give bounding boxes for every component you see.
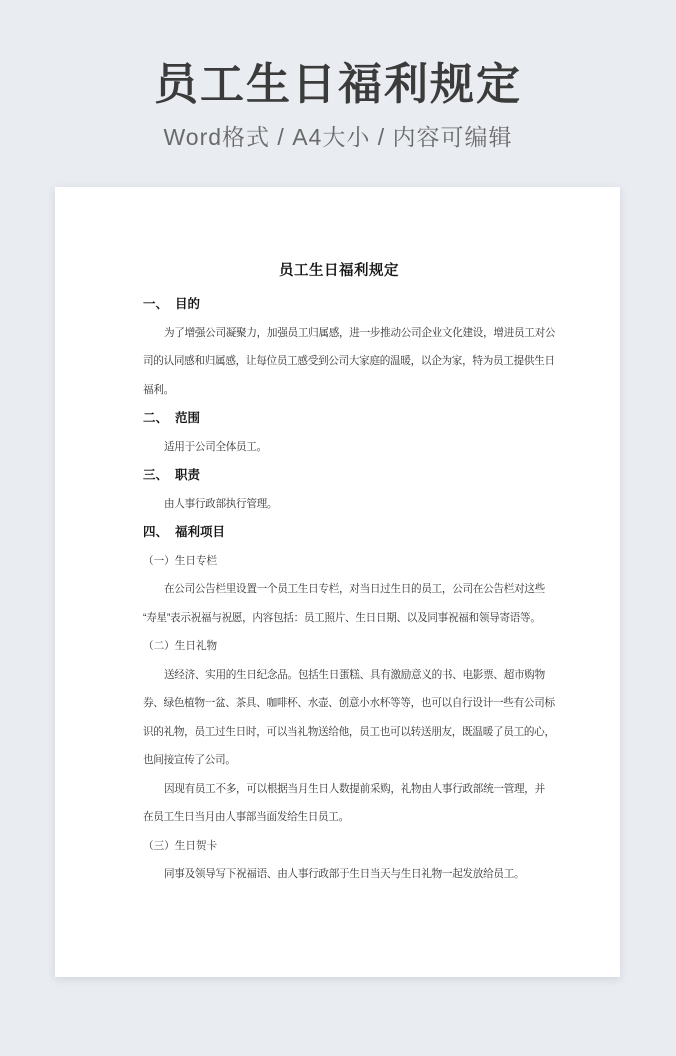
section-heading-benefits [143, 518, 535, 547]
doc-text-line: 在公司公告栏里设置一个员工生日专栏，对当日过生日的员工，公司在公告栏对这些 [164, 583, 545, 595]
document-page-preview [55, 187, 620, 977]
banner-subtitle: Word格式 / A4大小 / 内容可编辑 [163, 123, 513, 150]
doc-text-line: 识的礼物，员工过生日时，可以当礼物送给他，员工也可以转送朋友，既温暖了员工的心， [143, 725, 555, 738]
doc-text-line: 适用于公司全体员工。 [164, 440, 267, 453]
subsection-heading-birthday-gift: （二）生日礼物 [143, 640, 218, 652]
section-label: 范围 [175, 411, 201, 425]
section-number: 一、 [143, 297, 169, 311]
doc-text-line: 券、绿色植物一盆、茶具、咖啡杯、水壶、创意小水杯等等，也可以自行设计一些有公司标 [143, 697, 555, 709]
doc-text-line: 司的认同感和归属感，让每位员工感受到公司大家庭的温暖，以企为家，特为员工提供生日 [143, 355, 555, 367]
doc-text-line: 也间接宣传了公司。 [143, 754, 236, 766]
promo-banner [0, 0, 676, 187]
section-heading-purpose [143, 290, 535, 319]
doc-text-line: 为了增强公司凝聚力，加强员工归属感，进一步推动公司企业文化建设，增进员工对公 [164, 326, 556, 339]
doc-text-line: 福利。 [143, 383, 174, 396]
doc-text-line: 在员工生日当月由人事部当面发给生日员工。 [143, 811, 349, 823]
section-heading-scope [143, 404, 535, 433]
subsection-heading-birthday-column: （一）生日专栏 [143, 554, 218, 567]
banner-title: 员工生日福利规定 [154, 60, 522, 109]
doc-text-line: 由人事行政部执行管理。 [164, 497, 278, 510]
document-title: 员工生日福利规定 [279, 263, 399, 279]
subsection-heading-birthday-card: （三）生日贺卡 [143, 839, 218, 852]
doc-text-line: 同事及领导写下祝福语、由人事行政部于生日当天与生日礼物一起发放给员工。 [164, 868, 525, 880]
section-label: 目的 [175, 297, 201, 311]
section-label: 职责 [175, 468, 201, 482]
section-number: 四、 [143, 525, 169, 539]
doc-text-line: “寿星”表示祝福与祝愿，内容包括：员工照片、生日日期、以及同事祝福和领导寄语等。 [143, 611, 541, 624]
section-number: 二、 [143, 411, 169, 425]
section-label: 福利项目 [175, 525, 226, 539]
section-heading-duty [143, 461, 535, 490]
doc-text-line: 因现有员工不多，可以根据当月生日人数提前采购，礼物由人事行政部统一管理，并 [164, 782, 545, 795]
doc-text-line: 送经济、实用的生日纪念品。包括生日蛋糕、具有激励意义的书、电影票、超市购物 [164, 668, 545, 681]
section-number: 三、 [143, 468, 169, 482]
